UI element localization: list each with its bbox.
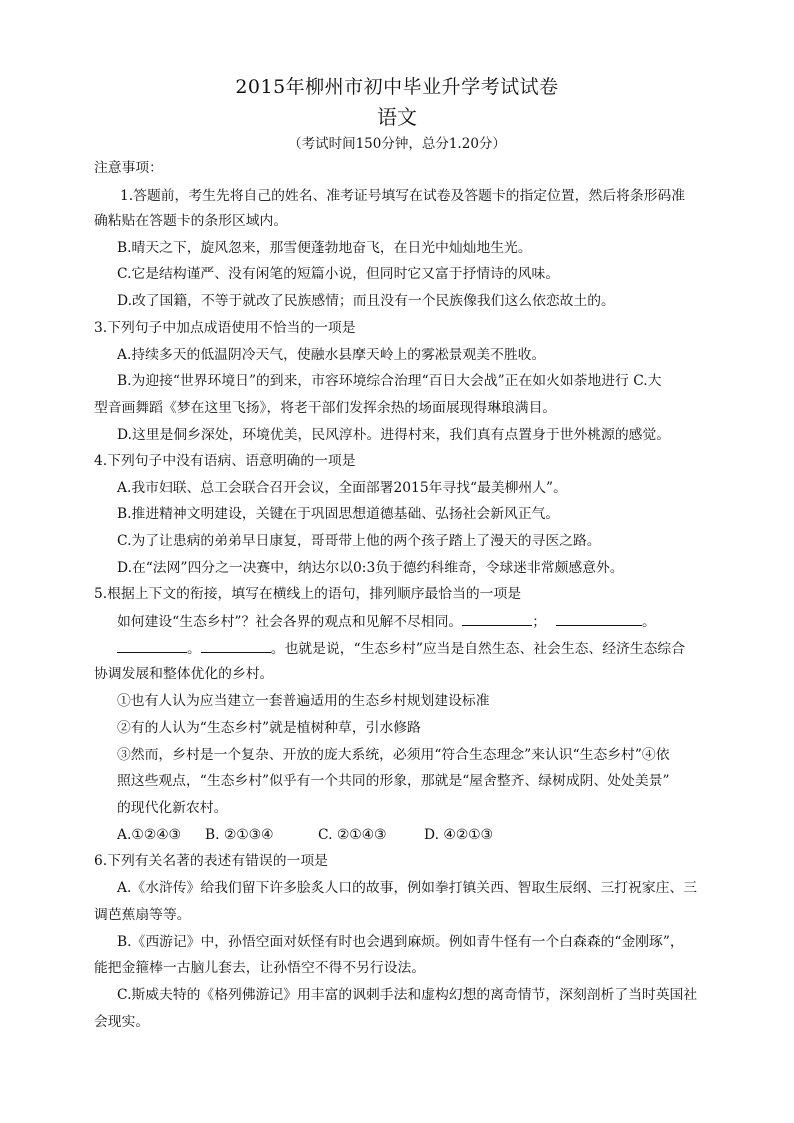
q6-option-a-line2: 调芭蕉扇等等。	[94, 907, 191, 923]
q5-passage-line2	[117, 638, 685, 659]
q5-passage-rest: 。也就是说，“生态乡村”应当是自然生态、社会生态、经济生态综合	[270, 641, 686, 657]
q6-stem: 6.下列有关名著的表述有错误的一项是	[94, 853, 328, 869]
q3-option-b-line2: 型音画舞蹈《梦在这里飞扬》，将老干部们发挥余热的场面展现得琳琅满目。	[94, 400, 557, 416]
q5-option-a: A.①②④③	[117, 827, 181, 843]
q5-blank-1[interactable]	[462, 611, 532, 626]
q4-option-d: D.在“法网”四分之一决赛中，纳达尔以0:3负于德约科维奇，令球迷非常颇感意外。	[117, 560, 624, 576]
q6-option-b-line2: 能把金箍棒一古脑儿套去，让孙悟空不得不另行设法。	[94, 960, 426, 976]
q2-option-b: B.晴天之下，旋风忽来，那雪便蓬勃地奋飞，在日光中灿灿地生光。	[117, 240, 532, 256]
q5-passage-line1	[117, 611, 656, 632]
q5-blank-3[interactable]	[117, 638, 187, 653]
notes-item1-line2: 确粘贴在答题卡的条形区域内。	[94, 213, 288, 229]
q3-option-a: A.持续多天的低温阴冷天气，使融水县摩天岭上的雾凇景观美不胜收。	[117, 347, 546, 363]
q5-sentence-2: ②有的人认为“生态乡村”就是植树种草，引水修路	[117, 720, 421, 736]
q5-sentence-3-line2: 照这些观点，“生态乡村”似乎有一个共同的形象，那就是“屋舍整齐、绿树成阴、处处美景”	[117, 773, 670, 789]
q6-option-c-line1: C.斯威夫特的《格列佛游记》用丰富的讽刺手法和虚构幻想的离奇情节，深刻剖析了当时英国社	[117, 987, 698, 1003]
q5-blank-2[interactable]	[556, 611, 642, 626]
q6-option-c-line2: 会现实。	[94, 1014, 150, 1030]
q5-option-d: D. ④②①③	[424, 827, 493, 843]
q2-option-c: C.它是结构谨严、没有闲笔的短篇小说，但同时它又富于抒情诗的风味。	[117, 266, 560, 282]
q5-stem: 5.根据上下文的衔接，填写在横线上的语句，排列顺序最恰当的一项是	[94, 586, 522, 602]
q3-option-b-line1: B.为迎接“世界环境日”的到来，市容环境综合治理“百日大会战”正在如火如荼地进行 C.大	[117, 373, 662, 389]
q5-passage-line3: 协调发展和整体优化的乡村。	[94, 666, 274, 682]
q3-option-d: D.这里是侗乡深处，环境优美，民风淳朴。进得村来，我们真有点置身于世外桃源的感觉。	[117, 427, 671, 443]
q5-period-2: 。	[187, 641, 201, 657]
q3-stem: 3.下列句子中加点成语使用不恰当的一项是	[94, 320, 356, 336]
notes-heading: 注意事项：	[94, 160, 163, 176]
q6-option-a-line1: A.《水浒传》给我们留下许多脍炙人口的故事，例如拳打镇关西、智取生辰纲、三打祝家庄、三	[117, 880, 698, 896]
q5-sentence-3-line1: ③然而，乡村是一个复杂、开放的庞大系统，必须用“符合生态理念”来认识“生态乡村”④依	[117, 747, 670, 763]
q5-blank-4[interactable]	[201, 638, 271, 653]
exam-info: （考试时间150分钟，总分1.20分）	[288, 136, 506, 152]
subject-title: 语文	[377, 105, 417, 129]
q5-passage-text1: 如何建设“生态乡村”？社会各界的观点和见解不尽相同。	[117, 614, 463, 630]
q5-semicolon: ；	[532, 614, 547, 630]
q5-period-1: 。	[642, 614, 656, 630]
q2-option-d: D.改了国籍，不等于就改了民族感情；而且没有一个民族像我们这么依恋故土的。	[117, 293, 615, 309]
q5-option-b: B. ②①③④	[205, 827, 274, 843]
notes-item1-line1: 1.答题前，考生先将自己的姓名、准考证号填写在试卷及答题卡的指定位置，然后将条形码准	[120, 188, 686, 204]
q5-option-c: C. ②①④③	[318, 827, 387, 843]
q5-sentence-1: ①也有人认为应当建立一套普遍适用的生态乡村规划建设标准	[117, 693, 490, 709]
exam-title: 2015年柳州市初中毕业升学考试试卷	[235, 76, 559, 98]
q4-option-b: B.推进精神文明建设，关键在于巩固思想道德基础、弘扬社会新风正气。	[117, 506, 560, 522]
q5-sentence-3-line3: 的现代化新农村。	[117, 800, 228, 816]
q4-option-c: C.为了让患病的弟弟早日康复，哥哥带上他的两个孩子踏上了漫天的寻医之路。	[117, 533, 601, 549]
q6-option-b-line1: B.《西游记》中，孙悟空面对妖怪有时也会遇到麻烦。例如青牛怪有一个白森森的“金刚琢”，	[117, 934, 684, 950]
q4-stem: 4.下列句子中没有语病、语意明确的一项是	[94, 453, 356, 469]
q4-option-a: A.我市妇联、总工会联合召开会议，全面部署2015年寻找“最美柳州人”。	[117, 480, 567, 496]
